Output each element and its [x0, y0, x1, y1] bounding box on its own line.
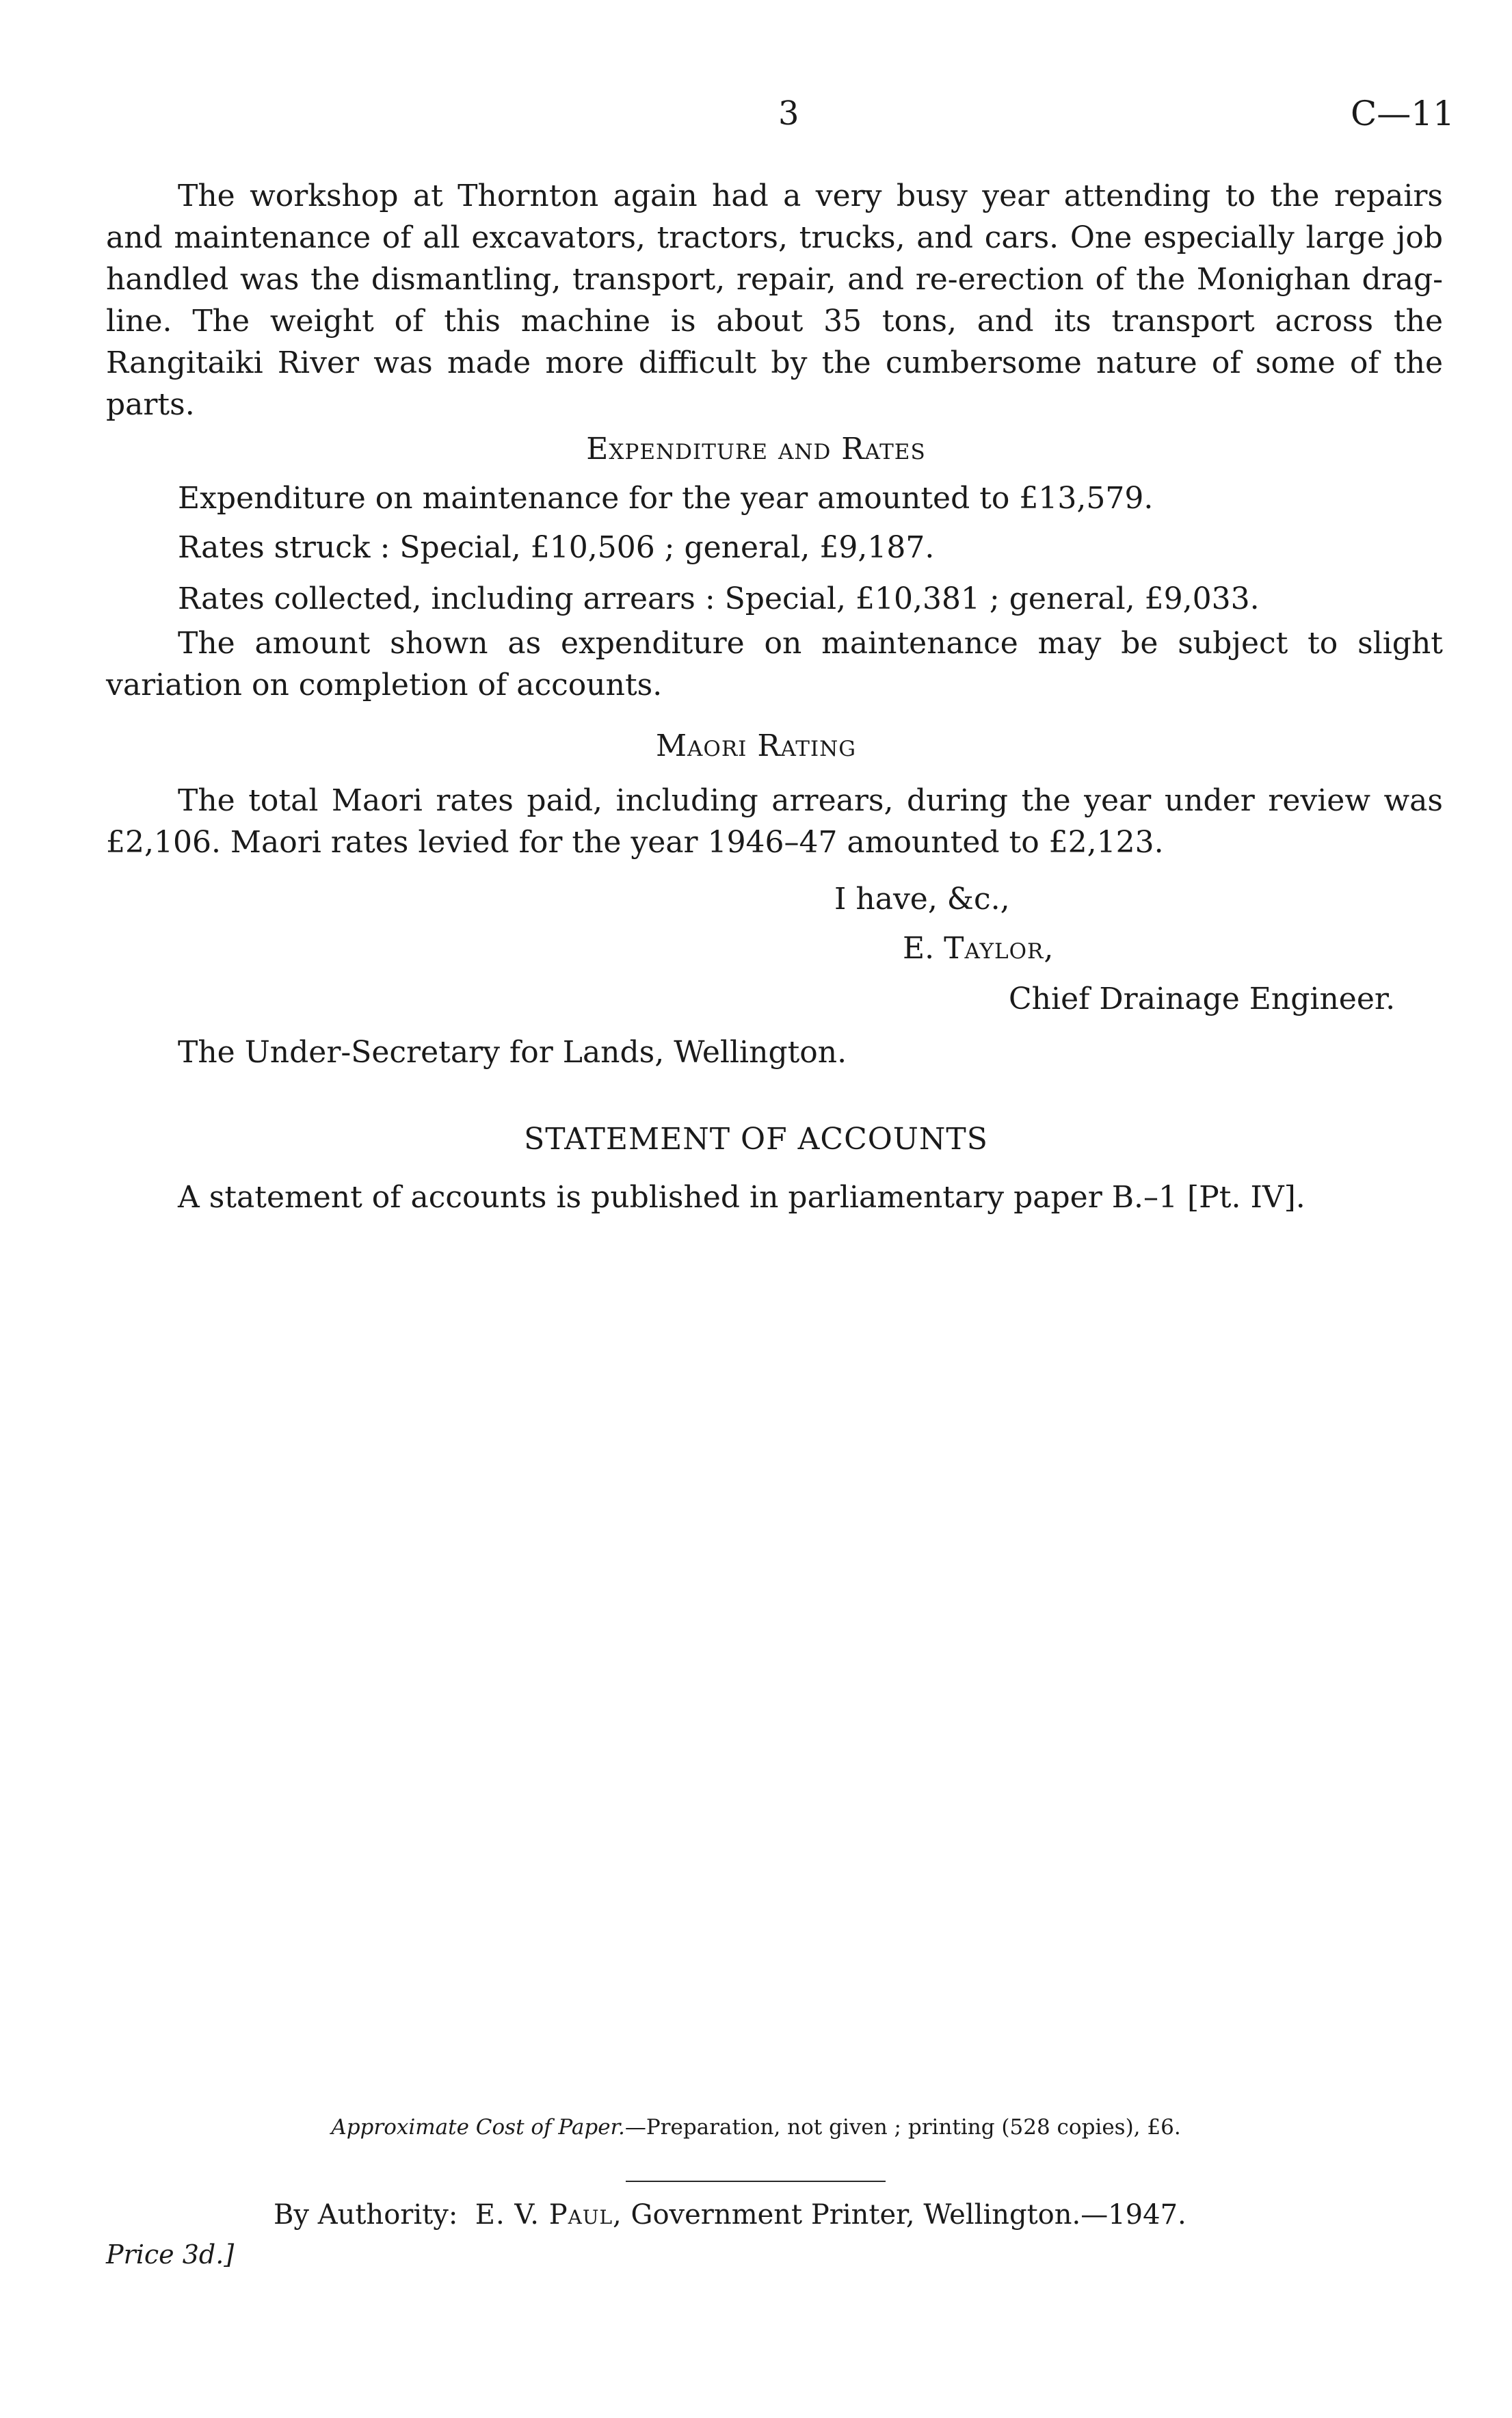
maori-rating-paragraph: The total Maori rates paid, including arrears, during the year under review was £2,106. Maori rates levied for the year 1946–47 amounted to £2,123. [106, 783, 1443, 860]
cost-of-paper-text: —Preparation, not given ; printing (528 copies), £6. [624, 2115, 1181, 2140]
rates-struck-line: Rates struck : Special, £10,506 ; general, £9,187. [178, 530, 935, 565]
authority-prefix: By Authority: [274, 2199, 458, 2231]
signatory-name [903, 928, 1054, 969]
page-number: 3 [778, 94, 799, 133]
cost-of-paper-label: Approximate Cost of Paper. [331, 2115, 625, 2140]
signatory-surname: Taylor, [944, 931, 1055, 966]
cost-of-paper-line [0, 2114, 1512, 2141]
document-code: C—11 [1351, 94, 1455, 133]
statement-of-accounts-heading: STATEMENT OF ACCOUNTS [524, 1122, 988, 1157]
signatory-initial: E. [903, 931, 935, 966]
rates-collected-line: Rates collected, including arrears : Special, £10,381 ; general, £9,033. [178, 581, 1260, 616]
workshop-paragraph: The workshop at Thornton again had a very busy year attending to the repairs and maintenance of all excavators, tractors, trucks, and cars. One especially large job handled was the dismantling, transport, repair, and re-erection of the Monighan drag-line. The weight of this machine is about 35 tons, and its transport across the Rangitaiki River was made more difficult by the cumbersome nature of some of the parts. [106, 179, 1443, 422]
footer-rule [626, 2181, 886, 2182]
price: Price 3d.] [106, 2239, 235, 2270]
salutation: I have, &c., [834, 882, 1010, 917]
authority-line [274, 2196, 1186, 2234]
expenditure-maintenance-line: Expenditure on maintenance for the year amounted to £13,579. [178, 481, 1154, 516]
variation-note: The amount shown as expenditure on maintenance may be subject to slight variation on completion of accounts. [106, 626, 1443, 702]
addressee: The Under-Secretary for Lands, Wellington. [178, 1035, 847, 1070]
authority-name: E. V. Paul, [475, 2199, 622, 2231]
authority-rest: Government Printer, Wellington.—1947. [631, 2199, 1186, 2231]
signatory-title: Chief Drainage Engineer. [1009, 982, 1396, 1016]
maori-rating-heading: Maori Rating [655, 728, 857, 763]
statement-of-accounts-text: A statement of accounts is published in parliamentary paper B.–1 [Pt. IV]. [178, 1180, 1305, 1215]
expenditure-heading: Expenditure and Rates [586, 432, 926, 466]
